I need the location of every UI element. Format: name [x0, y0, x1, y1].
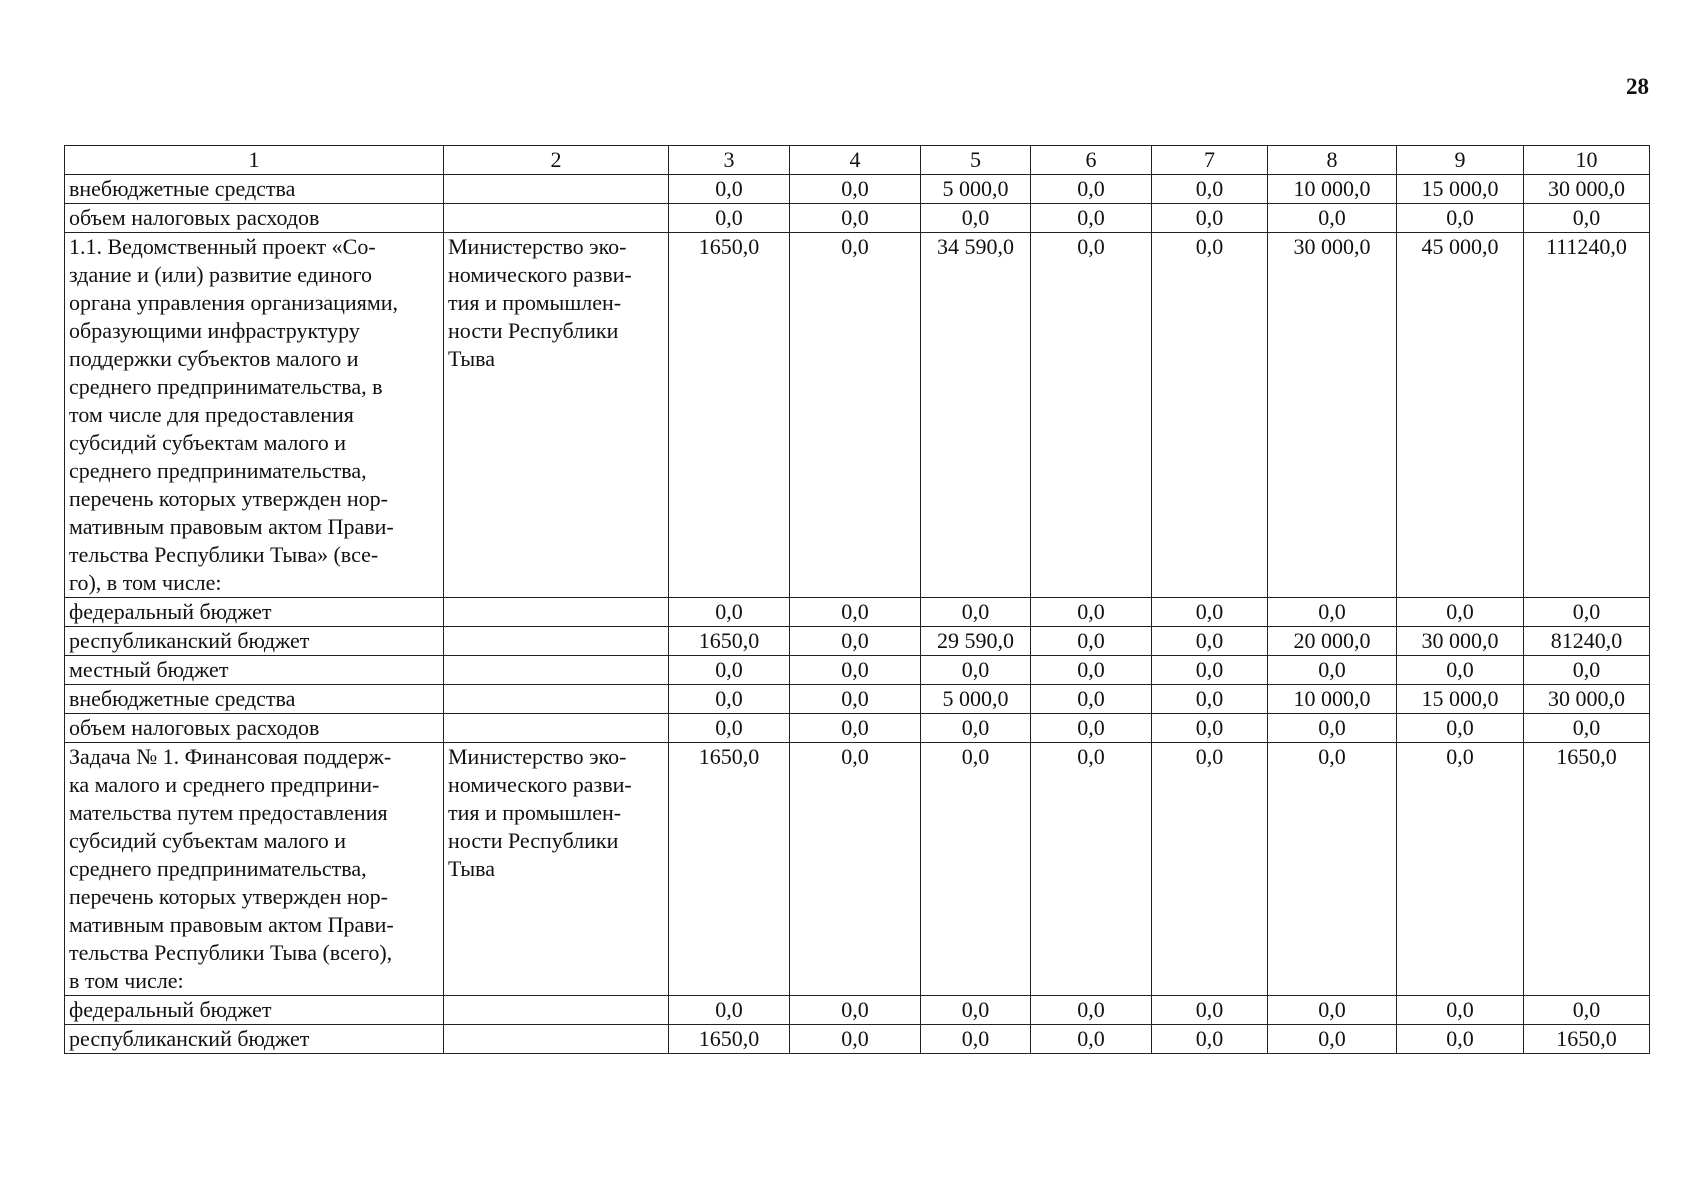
table-row: [65, 175, 1650, 204]
value-cell: 0,0: [1152, 996, 1268, 1025]
responsible-executor-cell: [444, 996, 669, 1025]
value-cell: 5 000,0: [921, 175, 1031, 204]
value-cell: 1650,0: [669, 743, 790, 996]
column-number-cell: 4: [790, 146, 921, 175]
table-row: [65, 627, 1650, 656]
responsible-executor-cell: Министерство эко- номического разви- тия и промышлен- ности Республики Тыва: [444, 743, 669, 996]
value-cell: 0,0: [790, 598, 921, 627]
value-cell: 0,0: [1268, 204, 1397, 233]
row-label-cell: 1.1. Ведомственный проект «Со- здание и (или) развитие единого органа управления организациями, образующими инфраструктуру поддержки субъектов малого и среднего предпринимательства, в том числе для предоставления субсидий субъектам малого и среднего предпринимательства, перечень которых утвержден нор- мативным правовым актом Прави- тельства Республики Тыва» (все- го), в том числе:: [65, 233, 444, 598]
column-number-cell: 1: [65, 146, 444, 175]
value-cell: 0,0: [1524, 656, 1650, 685]
row-label-cell: внебюджетные средства: [65, 175, 444, 204]
table-row: [65, 714, 1650, 743]
value-cell: 0,0: [1268, 1025, 1397, 1054]
value-cell: 0,0: [1031, 175, 1152, 204]
value-cell: 81240,0: [1524, 627, 1650, 656]
responsible-executor-cell: [444, 656, 669, 685]
value-cell: 30 000,0: [1524, 175, 1650, 204]
value-cell: 0,0: [1152, 233, 1268, 598]
value-cell: 0,0: [921, 204, 1031, 233]
column-number-cell: 9: [1397, 146, 1524, 175]
responsible-executor-cell: [444, 598, 669, 627]
value-cell: 34 590,0: [921, 233, 1031, 598]
value-cell: 0,0: [1268, 714, 1397, 743]
page-number: 28: [1626, 74, 1649, 99]
table-row: [65, 743, 1650, 996]
row-label-cell: республиканский бюджет: [65, 627, 444, 656]
value-cell: 0,0: [1397, 204, 1524, 233]
row-label-cell: объем налоговых расходов: [65, 714, 444, 743]
responsible-executor-cell: [444, 175, 669, 204]
value-cell: 15 000,0: [1397, 685, 1524, 714]
value-cell: 0,0: [1031, 743, 1152, 996]
value-cell: 1650,0: [669, 627, 790, 656]
table-row: [65, 1025, 1650, 1054]
column-number-cell: 2: [444, 146, 669, 175]
value-cell: 0,0: [790, 1025, 921, 1054]
value-cell: 0,0: [790, 656, 921, 685]
responsible-executor-cell: Министерство эко- номического разви- тия и промышлен- ности Республики Тыва: [444, 233, 669, 598]
value-cell: 0,0: [1031, 656, 1152, 685]
value-cell: 30 000,0: [1268, 233, 1397, 598]
value-cell: 29 590,0: [921, 627, 1031, 656]
value-cell: 0,0: [921, 714, 1031, 743]
value-cell: 0,0: [669, 685, 790, 714]
value-cell: 0,0: [1031, 204, 1152, 233]
value-cell: 0,0: [1031, 714, 1152, 743]
column-number-cell: 10: [1524, 146, 1650, 175]
value-cell: 1650,0: [1524, 743, 1650, 996]
table-row: [65, 656, 1650, 685]
value-cell: 0,0: [1268, 996, 1397, 1025]
value-cell: 0,0: [1152, 1025, 1268, 1054]
table-row: [65, 598, 1650, 627]
value-cell: 10 000,0: [1268, 685, 1397, 714]
row-label-cell: федеральный бюджет: [65, 598, 444, 627]
column-number-cell: 3: [669, 146, 790, 175]
value-cell: 0,0: [1268, 656, 1397, 685]
row-label-cell: объем налоговых расходов: [65, 204, 444, 233]
responsible-executor-cell: [444, 627, 669, 656]
table-row: [65, 996, 1650, 1025]
value-cell: 0,0: [1268, 598, 1397, 627]
value-cell: 0,0: [1031, 627, 1152, 656]
row-label-cell: местный бюджет: [65, 656, 444, 685]
value-cell: 0,0: [790, 743, 921, 996]
value-cell: 111240,0: [1524, 233, 1650, 598]
value-cell: 0,0: [669, 598, 790, 627]
value-cell: 0,0: [921, 1025, 1031, 1054]
column-number-cell: 8: [1268, 146, 1397, 175]
column-number-cell: 6: [1031, 146, 1152, 175]
value-cell: 0,0: [790, 175, 921, 204]
value-cell: 0,0: [1152, 175, 1268, 204]
table-row: [65, 204, 1650, 233]
value-cell: 0,0: [1524, 598, 1650, 627]
value-cell: 0,0: [1397, 598, 1524, 627]
value-cell: 0,0: [669, 656, 790, 685]
column-number-cell: 5: [921, 146, 1031, 175]
value-cell: 0,0: [1268, 743, 1397, 996]
value-cell: 0,0: [1031, 685, 1152, 714]
value-cell: 0,0: [790, 627, 921, 656]
value-cell: 0,0: [790, 685, 921, 714]
table-row: [65, 685, 1650, 714]
value-cell: 0,0: [790, 233, 921, 598]
value-cell: 45 000,0: [1397, 233, 1524, 598]
value-cell: 0,0: [921, 996, 1031, 1025]
value-cell: 0,0: [1397, 743, 1524, 996]
row-label-cell: Задача № 1. Финансовая поддерж- ка малого и среднего предприни- мательства путем предоставления субсидий субъектам малого и среднего предпринимательства, перечень которых утвержден нор- мативным правовым актом Прави- тельства Республики Тыва (всего), в том числе:: [65, 743, 444, 996]
value-cell: 0,0: [1152, 204, 1268, 233]
value-cell: 0,0: [669, 204, 790, 233]
responsible-executor-cell: [444, 685, 669, 714]
responsible-executor-cell: [444, 1025, 669, 1054]
column-number-row: [65, 146, 1650, 175]
row-label-cell: федеральный бюджет: [65, 996, 444, 1025]
value-cell: 0,0: [669, 996, 790, 1025]
responsible-executor-cell: [444, 714, 669, 743]
value-cell: 0,0: [1524, 714, 1650, 743]
responsible-executor-cell: [444, 204, 669, 233]
value-cell: 20 000,0: [1268, 627, 1397, 656]
value-cell: 0,0: [669, 175, 790, 204]
value-cell: 30 000,0: [1524, 685, 1650, 714]
row-label-cell: внебюджетные средства: [65, 685, 444, 714]
value-cell: 0,0: [1397, 1025, 1524, 1054]
value-cell: 0,0: [1397, 714, 1524, 743]
value-cell: 0,0: [921, 743, 1031, 996]
column-number-cell: 7: [1152, 146, 1268, 175]
table-row: [65, 233, 1650, 598]
value-cell: 0,0: [1152, 627, 1268, 656]
value-cell: 1650,0: [669, 233, 790, 598]
value-cell: 0,0: [1524, 204, 1650, 233]
value-cell: 0,0: [1397, 996, 1524, 1025]
value-cell: 0,0: [790, 996, 921, 1025]
value-cell: 1650,0: [669, 1025, 790, 1054]
value-cell: 0,0: [669, 714, 790, 743]
value-cell: 30 000,0: [1397, 627, 1524, 656]
value-cell: 0,0: [1397, 656, 1524, 685]
value-cell: 0,0: [1152, 656, 1268, 685]
value-cell: 0,0: [921, 656, 1031, 685]
value-cell: 0,0: [1031, 233, 1152, 598]
budget-table: [64, 145, 1650, 1054]
value-cell: 0,0: [790, 204, 921, 233]
value-cell: 0,0: [1031, 996, 1152, 1025]
row-label-cell: республиканский бюджет: [65, 1025, 444, 1054]
value-cell: 5 000,0: [921, 685, 1031, 714]
value-cell: 0,0: [1031, 1025, 1152, 1054]
value-cell: 0,0: [1152, 598, 1268, 627]
value-cell: 0,0: [1152, 685, 1268, 714]
value-cell: 10 000,0: [1268, 175, 1397, 204]
value-cell: 0,0: [1031, 598, 1152, 627]
value-cell: 0,0: [1152, 743, 1268, 996]
value-cell: 1650,0: [1524, 1025, 1650, 1054]
value-cell: 0,0: [1152, 714, 1268, 743]
value-cell: 15 000,0: [1397, 175, 1524, 204]
value-cell: 0,0: [1524, 996, 1650, 1025]
value-cell: 0,0: [790, 714, 921, 743]
value-cell: 0,0: [921, 598, 1031, 627]
